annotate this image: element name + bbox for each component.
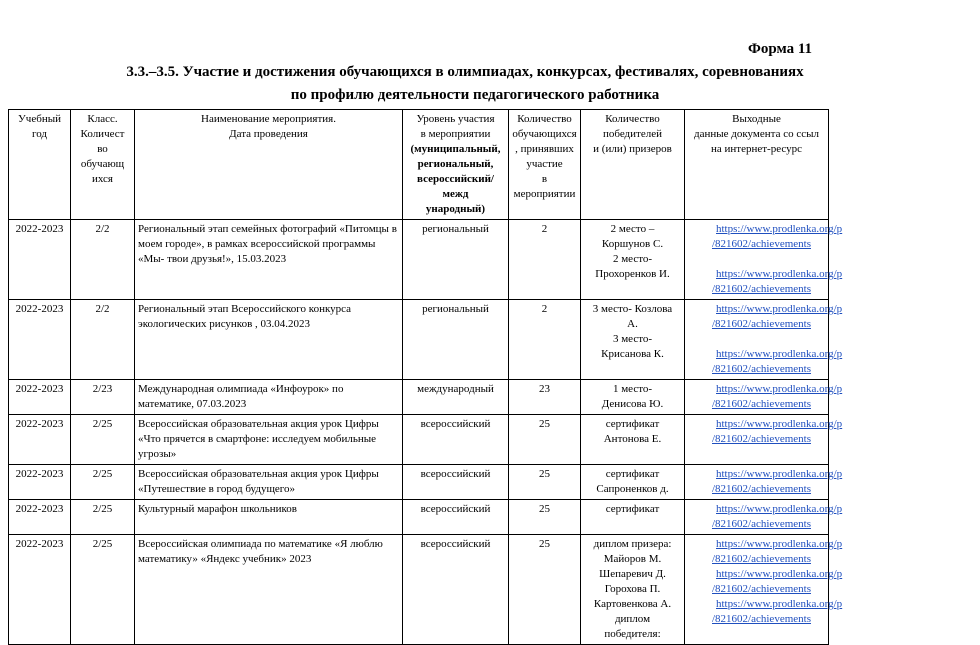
count-cell: 2 xyxy=(509,220,581,300)
class-cell: 2/23 xyxy=(71,380,135,415)
achievement-link[interactable]: /821602/achievements xyxy=(712,363,811,375)
level-cell: всероссийский xyxy=(403,465,509,500)
header-level xyxy=(403,110,509,220)
output-cell xyxy=(685,500,843,535)
achievement-link[interactable]: https://www.prodlenka.org/p xyxy=(716,503,843,515)
achievement-link[interactable]: /821602/achievements xyxy=(712,283,811,295)
achievement-link[interactable]: https://www.prodlenka.org/p xyxy=(716,418,843,430)
table-body xyxy=(9,220,843,645)
table-row xyxy=(9,220,829,300)
achievement-link[interactable]: https://www.prodlenka.org/p xyxy=(716,383,843,395)
table-row xyxy=(9,415,829,465)
achievement-link[interactable]: https://www.prodlenka.org/p xyxy=(716,538,843,550)
year-cell: 2022-2023 xyxy=(9,415,71,465)
count-cell: 25 xyxy=(509,500,581,535)
class-cell: 2/25 xyxy=(71,500,135,535)
level-cell: региональный xyxy=(403,300,509,380)
winners-cell: сертификат Антонова Е. xyxy=(581,415,685,465)
level-cell: международный xyxy=(403,380,509,415)
event-cell: Всероссийская образовательная акция урок Цифры «Что прячется в смартфоне: исследуем мобильные угрозы» xyxy=(135,415,403,465)
achievement-link[interactable]: /821602/achievements xyxy=(712,238,811,250)
achievement-link[interactable]: https://www.prodlenka.org/p xyxy=(716,348,843,360)
achievement-link[interactable]: /821602/achievements xyxy=(712,483,811,495)
year-cell: 2022-2023 xyxy=(9,500,71,535)
achievement-link[interactable]: https://www.prodlenka.org/p xyxy=(716,223,843,235)
year-cell: 2022-2023 xyxy=(9,535,71,645)
output-cell xyxy=(685,380,843,415)
table-row xyxy=(9,380,829,415)
class-cell: 2/25 xyxy=(71,415,135,465)
achievement-link[interactable]: /821602/achievements xyxy=(712,318,811,330)
winners-cell: сертификат Сапроненков д. xyxy=(581,465,685,500)
winners-cell: сертификат xyxy=(581,500,685,535)
event-cell: Всероссийская олимпиада по математике «Я люблю математику» «Яндекс учебник» 2023 xyxy=(135,535,403,645)
class-cell: 2/2 xyxy=(71,300,135,380)
winners-cell: диплом призера: Майоров М. Шепаревич Д. Горохова П. Картовенкова А. диплом победителя: xyxy=(581,535,685,645)
class-cell: 2/25 xyxy=(71,535,135,645)
achievement-link[interactable]: https://www.prodlenka.org/p xyxy=(716,303,843,315)
achievements-table xyxy=(8,109,843,645)
header-level-plain: Уровень участия в мероприятии xyxy=(416,113,495,140)
achievement-link[interactable]: /821602/achievements xyxy=(712,433,811,445)
event-cell: Всероссийская образовательная акция урок Цифры «Путешествие в город будущего» xyxy=(135,465,403,500)
year-cell: 2022-2023 xyxy=(9,220,71,300)
header-year: Учебный год xyxy=(9,110,71,220)
output-cell xyxy=(685,535,843,645)
achievement-link[interactable]: https://www.prodlenka.org/p xyxy=(716,568,843,580)
form-label: Форма 11 xyxy=(748,41,813,57)
achievement-link[interactable]: /821602/achievements xyxy=(712,613,811,625)
achievement-link[interactable]: /821602/achievements xyxy=(712,518,811,530)
table-row xyxy=(9,465,829,500)
count-cell: 2 xyxy=(509,300,581,380)
level-cell: всероссийский xyxy=(403,415,509,465)
event-cell: Культурный марафон школьников xyxy=(135,500,403,535)
level-cell: региональный xyxy=(403,220,509,300)
achievement-link[interactable]: https://www.prodlenka.org/p xyxy=(716,468,843,480)
output-cell xyxy=(685,415,843,465)
achievement-link[interactable]: https://www.prodlenka.org/p xyxy=(716,268,843,280)
achievement-link[interactable]: /821602/achievements xyxy=(712,583,811,595)
header-participants: Количество обучающихся , принявших участие в мероприятии xyxy=(509,110,581,220)
achievement-link[interactable]: https://www.prodlenka.org/p xyxy=(716,598,843,610)
winners-cell: 1 место- Денисова Ю. xyxy=(581,380,685,415)
level-cell: всероссийский xyxy=(403,535,509,645)
table-row xyxy=(9,500,829,535)
header-output: Выходные данные документа со ссыл на интернет-ресурс xyxy=(685,110,829,220)
table-row xyxy=(9,300,829,380)
header-event: Наименование мероприятия. Дата проведения xyxy=(135,110,403,220)
level-cell: всероссийский xyxy=(403,500,509,535)
achievement-link[interactable]: /821602/achievements xyxy=(712,398,811,410)
output-cell xyxy=(685,465,843,500)
link-gap xyxy=(686,332,825,347)
header-class: Класс. Количест во обучающ ихся xyxy=(71,110,135,220)
page-subtitle: по профилю деятельности педагогического работника xyxy=(290,87,660,103)
output-cell xyxy=(685,220,843,300)
achievement-link[interactable]: /821602/achievements xyxy=(712,553,811,565)
event-cell: Региональный этап семейных фотографий «Питомцы в моем городе», в рамках всероссийской программы «Мы- твои друзья!», 15.03.2023 xyxy=(135,220,403,300)
event-cell: Международная олимпиада «Инфоурок» по математике, 07.03.2023 xyxy=(135,380,403,415)
year-cell: 2022-2023 xyxy=(9,465,71,500)
link-gap xyxy=(686,252,825,267)
class-cell: 2/25 xyxy=(71,465,135,500)
count-cell: 25 xyxy=(509,415,581,465)
event-cell: Региональный этап Всероссийского конкурса экологических рисунков , 03.04.2023 xyxy=(135,300,403,380)
output-cell xyxy=(685,300,843,380)
count-cell: 23 xyxy=(509,380,581,415)
year-cell: 2022-2023 xyxy=(9,380,71,415)
year-cell: 2022-2023 xyxy=(9,300,71,380)
count-cell: 25 xyxy=(509,465,581,500)
winners-cell: 3 место- Козлова А. 3 место- Крисанова К. xyxy=(581,300,685,380)
header-level-bold: (муниципальный, региональный, всероссийский/межд ународный) xyxy=(410,143,501,215)
class-cell: 2/2 xyxy=(71,220,135,300)
winners-cell: 2 место – Коршунов С. 2 место- Прохоренков И. xyxy=(581,220,685,300)
table-header-row xyxy=(9,110,829,220)
count-cell: 25 xyxy=(509,535,581,645)
page-title: 3.3.–3.5. Участие и достижения обучающихся в олимпиадах, конкурсах, фестивалях, соревнованиях xyxy=(126,64,804,80)
table-row xyxy=(9,535,829,645)
header-winners: Количество победителей и (или) призеров xyxy=(581,110,685,220)
